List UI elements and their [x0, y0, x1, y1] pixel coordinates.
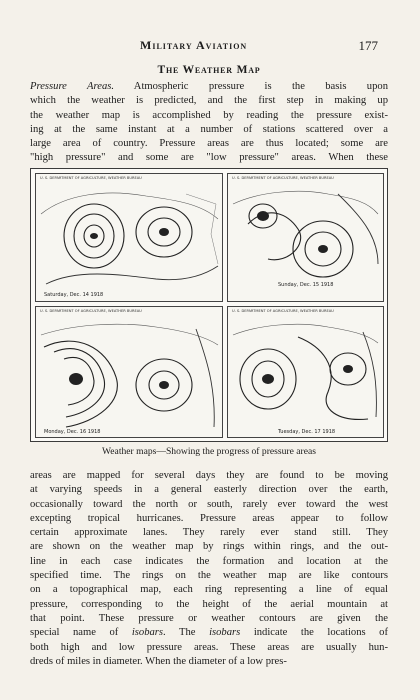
- map-2-date-label: Sunday, Dec. 15 1918: [278, 282, 334, 288]
- text-line: which the weather is predicted, and the first step in making up: [30, 95, 388, 107]
- section-title: The Weather Map: [157, 64, 261, 76]
- map-1-header: U. S. DEPARTMENT OF AGRICULTURE, WEATHER BUREAU: [40, 176, 142, 180]
- map-2-drawing: [228, 174, 383, 301]
- text-line: dreds of miles in diameter. When the diameter of a low pres-: [30, 655, 287, 667]
- text-line: specified time. The rings on the weather map are like contours: [30, 570, 388, 582]
- text-line: both high and low pressure areas. These areas are usually hun-: [30, 641, 388, 653]
- running-title: Military Aviation: [140, 38, 248, 52]
- map-3-drawing: [36, 307, 222, 437]
- text-line: certain approximate lanes. They rarely ever stand still. They: [30, 527, 388, 539]
- text-line: ing at the same instant at a number of stations scattered over a: [30, 123, 388, 135]
- map-4-drawing: [228, 307, 383, 437]
- text-line: that point. These pressure or weather contours are given the: [30, 612, 388, 624]
- text-line: areas are mapped for several days they are found to be moving: [30, 470, 388, 481]
- weather-map-4: [227, 306, 384, 438]
- text-line-rest: Atmospheric pressure is the basis upon: [114, 81, 388, 92]
- page-number: 177: [358, 38, 378, 53]
- lead-italic: Pressure Areas.: [30, 81, 115, 92]
- paragraph-bottom: [30, 469, 388, 669]
- weather-map-2: [227, 173, 384, 302]
- text-line: are shown on the weather map by rings within rings, and the out-: [30, 541, 388, 553]
- figure-caption: Weather maps—Showing the progress of pressure areas: [102, 446, 316, 457]
- map-3-date-label: Monday, Dec. 16 1918: [44, 429, 101, 435]
- text-line isobars-line: special name of isobars. The isobars indicate the locations of: [30, 627, 389, 639]
- weather-maps-figure: [30, 168, 388, 442]
- map-2-header: U. S. DEPARTMENT OF AGRICULTURE, WEATHER BUREAU: [232, 176, 334, 180]
- map-4-header: U. S. DEPARTMENT OF AGRICULTURE, WEATHER BUREAU: [232, 309, 334, 313]
- map-1-date-label: Saturday, Dec. 14 1918: [44, 292, 104, 298]
- text-line: large area of country. Pressure areas are thus located; some are: [30, 138, 388, 150]
- text-line: pressure, corresponding to the height of the aerial mountain at: [30, 598, 388, 610]
- text-line: [30, 80, 388, 94]
- text-line: on a topographical map, each ring representing a line of equal: [30, 584, 388, 596]
- text-line: excepting tropical hurricanes. Pressure areas appear to follow: [30, 512, 388, 524]
- text-line: at varying speeds in a general easterly direction over the earth,: [30, 484, 388, 496]
- weather-map-1: [35, 173, 223, 302]
- map-1-drawing: [36, 174, 222, 301]
- italic-term: isobars: [131, 627, 164, 639]
- text-line: occasionally toward the north or south, rarely ever toward the west: [30, 498, 388, 510]
- text-line: the weather map is accomplished by reading the pressure exist-: [30, 109, 388, 121]
- text-line: "high pressure" and some are "low pressure" areas. When these: [30, 152, 388, 164]
- paragraph-top: [30, 80, 388, 166]
- italic-term: isobars: [209, 627, 241, 639]
- map-3-header: U. S. DEPARTMENT OF AGRICULTURE, WEATHER BUREAU: [40, 309, 142, 313]
- map-4-date-label: Tuesday, Dec. 17 1918: [278, 429, 336, 435]
- weather-map-3: [35, 306, 223, 438]
- text-line: line in each case indicates the formation and location at the: [30, 555, 388, 567]
